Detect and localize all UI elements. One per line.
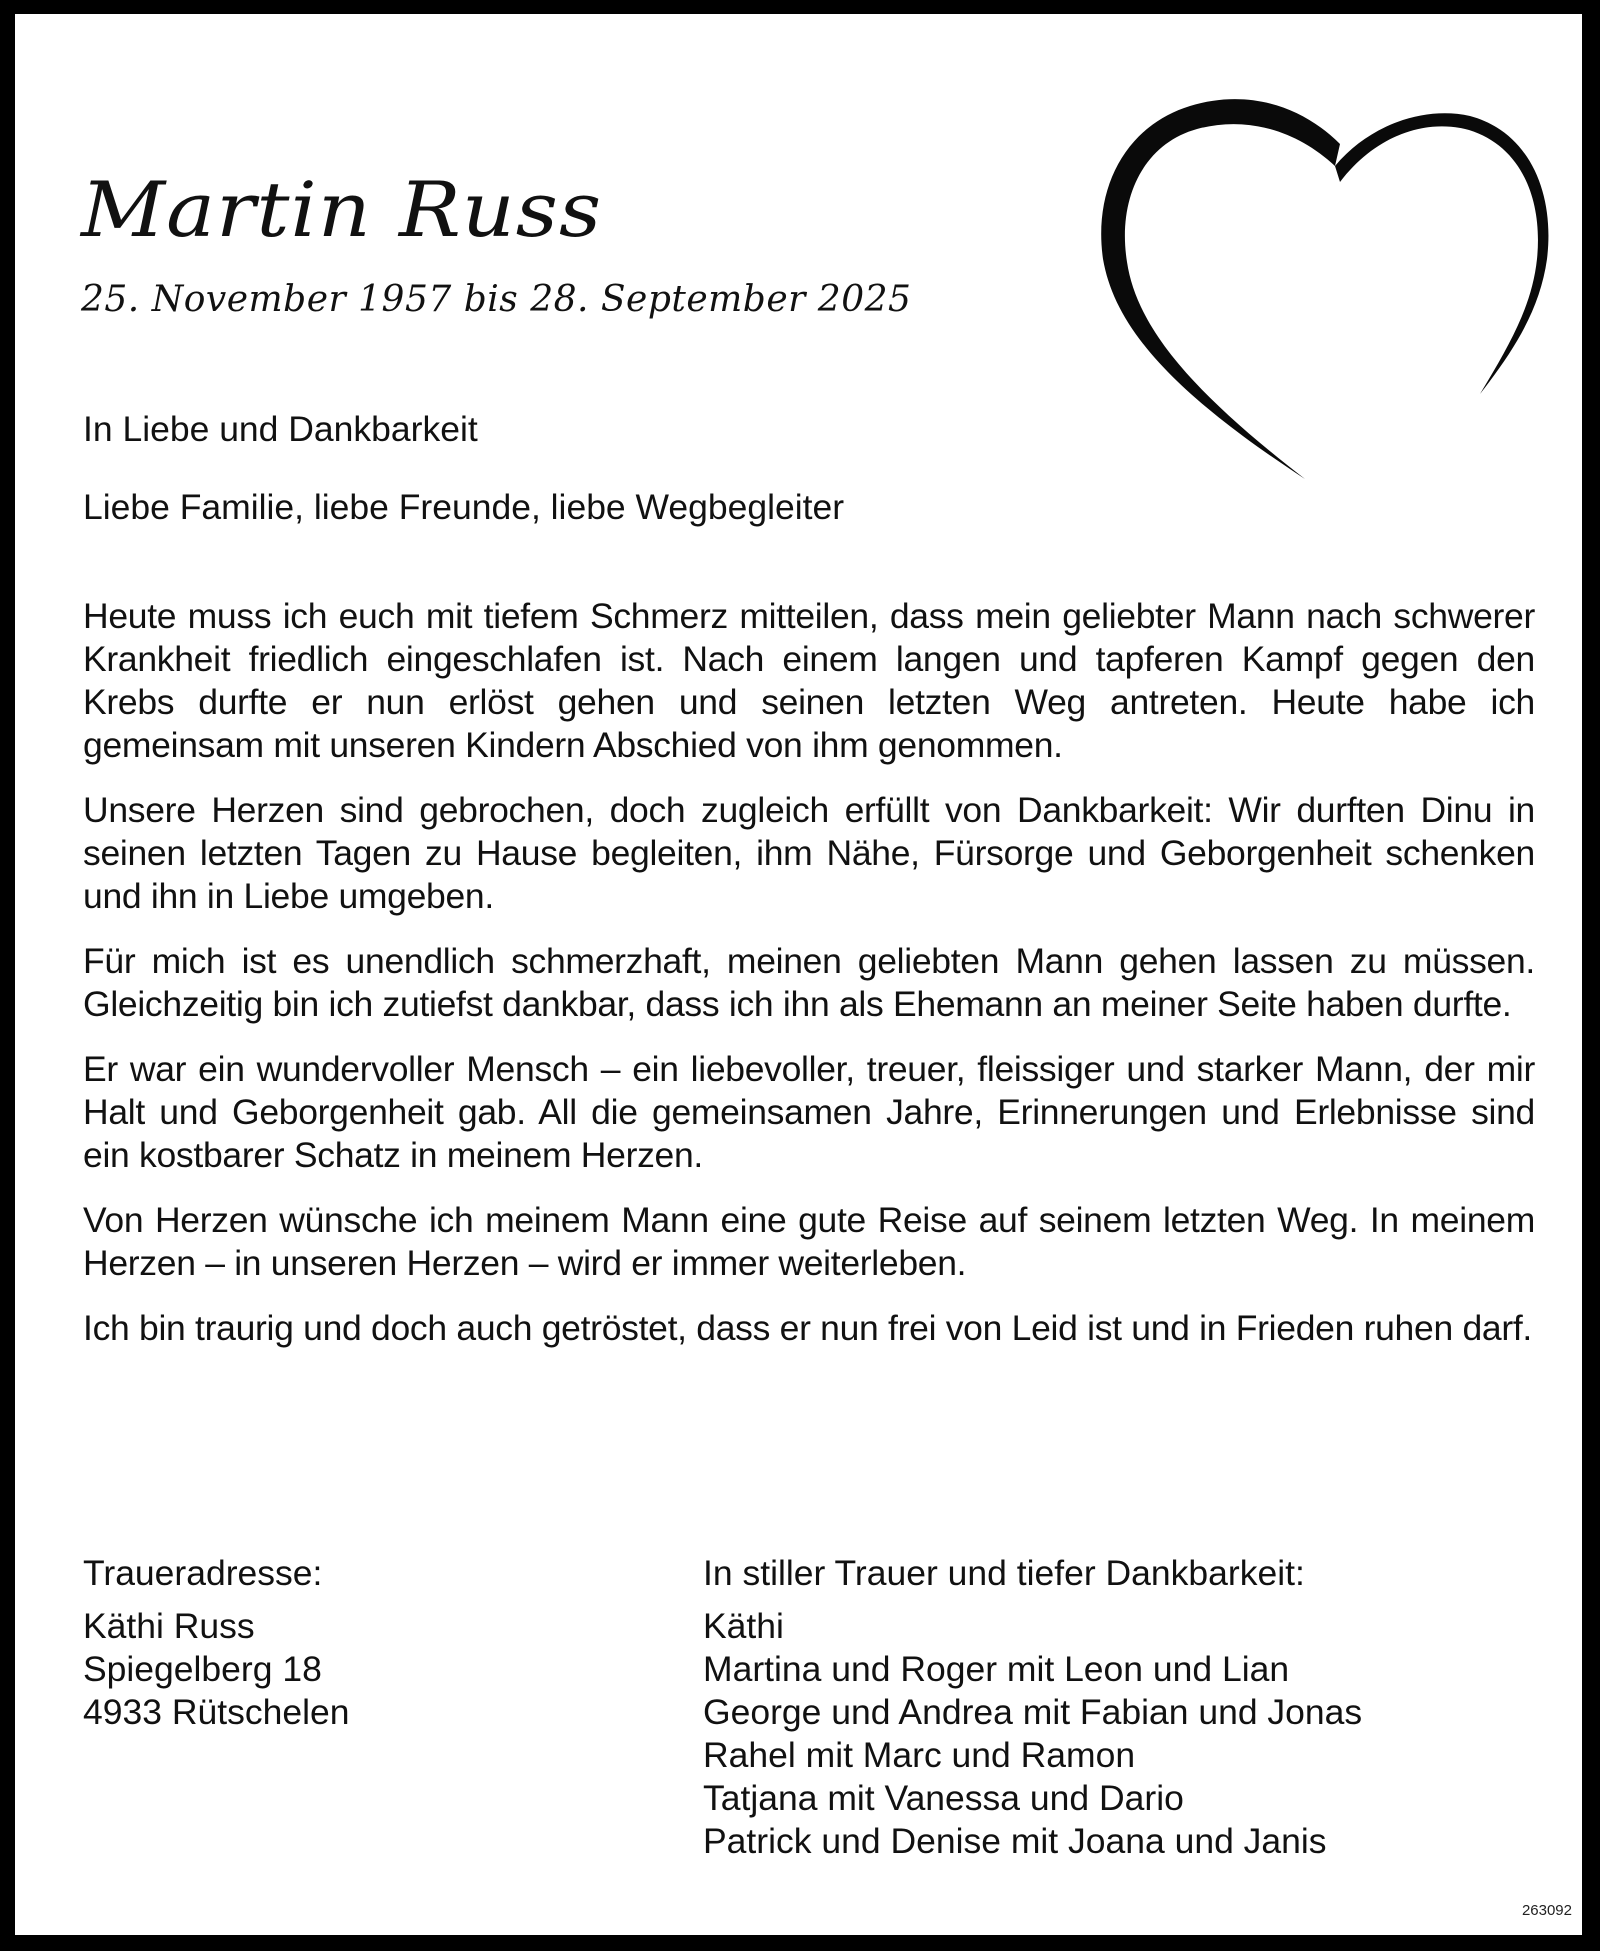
reference-number: 263092 bbox=[1521, 1902, 1572, 1919]
paragraph: Unsere Herzen sind gebrochen, doch zugleich erfüllt von Dankbarkeit: Wir durften Dinu in seinen letzten Tagen zu Hause begleiten, ihm Nähe, Fürsorge und Geborgenheit schenken und ihn in Liebe umgeben. bbox=[83, 790, 1535, 916]
mourner-line: Patrick und Denise mit Joana und Janis bbox=[703, 1821, 1327, 1861]
paragraph: Er war ein wundervoller Mensch – ein liebevoller, treuer, fleissiger und starker Mann, der mir Halt und Geborgenheit gab. All die gemeinsamen Jahre, Erinnerungen und Erlebnisse sind ein kostbarer Schatz in meinem Herzen. bbox=[83, 1049, 1535, 1175]
address-line: 4933 Rütschelen bbox=[83, 1692, 350, 1732]
mourner-line: Rahel mit Marc und Ramon bbox=[703, 1735, 1136, 1775]
life-dates: 25. November 1957 bis 28. September 2025 bbox=[81, 279, 912, 320]
paragraph: Von Herzen wünsche ich meinem Mann eine gute Reise auf seinem letzten Weg. In meinem Herzen – in unseren Herzen – wird er immer weiterleben. bbox=[83, 1200, 1535, 1283]
address-heading: Traueradresse: bbox=[83, 1553, 323, 1593]
address-line: Käthi Russ bbox=[83, 1606, 255, 1646]
address-line: Spiegelberg 18 bbox=[83, 1649, 322, 1689]
deceased-name: Martin Russ bbox=[81, 165, 603, 254]
mourner-line: George und Andrea mit Fabian und Jonas bbox=[703, 1692, 1363, 1732]
paragraph: Ich bin traurig und doch auch getröstet, dass er nun frei von Leid ist und in Frieden ruhen darf. bbox=[83, 1308, 1532, 1348]
mourner-line: Tatjana mit Vanessa und Dario bbox=[703, 1778, 1184, 1818]
mourners-list bbox=[703, 1552, 1362, 1863]
paragraph: Heute muss ich euch mit tiefem Schmerz mitteilen, dass mein geliebter Mann nach schwerer Krankheit friedlich eingeschlafen ist. Nach einem langen und tapferen Kampf gegen den Krebs durfte er nun erlöst gehen und seinen letzten Weg antreten. Heute habe ich gemeinsam mit unseren Kindern Abschied von ihm genommen. bbox=[83, 596, 1535, 765]
salutation: Liebe Familie, liebe Freunde, liebe Wegbegleiter bbox=[83, 487, 845, 527]
mourner-line: Martina und Roger mit Leon und Lian bbox=[703, 1649, 1290, 1689]
mourners-heading: In stiller Trauer und tiefer Dankbarkeit: bbox=[703, 1553, 1305, 1593]
obituary-card bbox=[15, 14, 1582, 1935]
mourner-line: Käthi bbox=[703, 1606, 784, 1646]
paragraph: Für mich ist es unendlich schmerzhaft, meinen geliebten Mann gehen lassen zu müssen. Gleichzeitig bin ich zutiefst dankbar, dass ich ihn als Ehemann an meiner Seite haben durfte. bbox=[83, 941, 1535, 1024]
greeting-heading: In Liebe und Dankbarkeit bbox=[83, 409, 478, 449]
mourning-address bbox=[83, 1552, 349, 1734]
obituary-body bbox=[83, 595, 1535, 1372]
heart-outline-icon bbox=[1085, 94, 1565, 494]
